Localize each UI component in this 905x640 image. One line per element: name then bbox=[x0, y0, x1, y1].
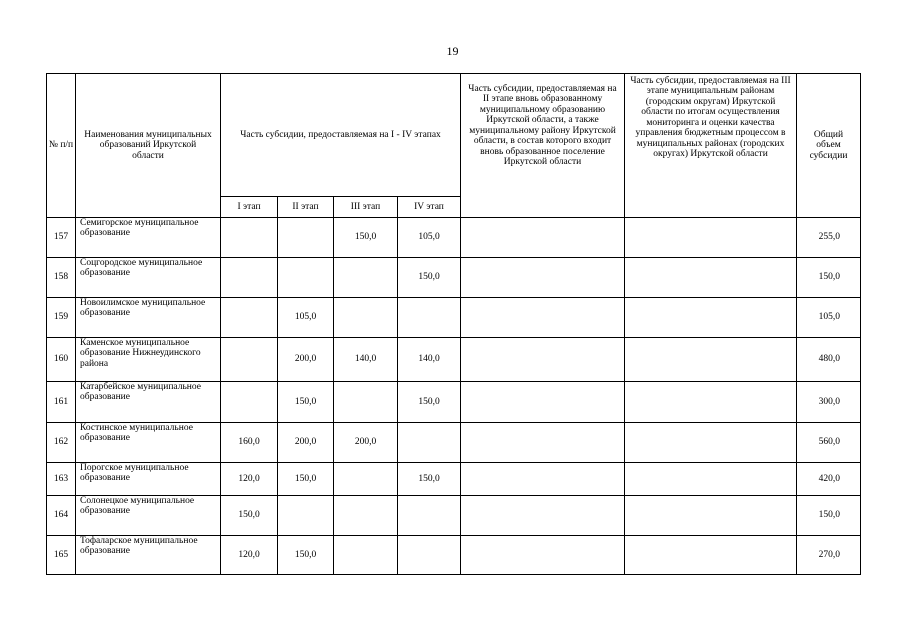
header-stage-3: III этап bbox=[334, 197, 398, 218]
header-stages-group: Часть субсидии, предоставляемая на I - IV этапах bbox=[221, 74, 461, 197]
row-stage-1: 160,0 bbox=[221, 423, 278, 463]
row-stage-4 bbox=[398, 298, 461, 338]
row-stage-iii bbox=[625, 536, 797, 575]
header-num: № п/п bbox=[47, 74, 76, 218]
row-stage-iii bbox=[625, 496, 797, 536]
row-name: Соцгородское муниципальное образование bbox=[76, 258, 221, 298]
row-total: 270,0 bbox=[797, 536, 861, 575]
row-num: 157 bbox=[47, 218, 76, 258]
row-name: Каменское муниципальное образование Нижнеудинского района bbox=[76, 338, 221, 382]
row-stage-4 bbox=[398, 536, 461, 575]
row-stage-3 bbox=[334, 382, 398, 423]
row-stage-ii-new bbox=[461, 496, 625, 536]
header-row bbox=[47, 74, 861, 197]
row-stage-iii bbox=[625, 382, 797, 423]
row-stage-4: 140,0 bbox=[398, 338, 461, 382]
row-stage-3: 200,0 bbox=[334, 423, 398, 463]
row-stage-3 bbox=[334, 463, 398, 496]
row-stage-2: 150,0 bbox=[278, 536, 334, 575]
row-stage-ii-new bbox=[461, 298, 625, 338]
table-row bbox=[47, 338, 861, 382]
row-total: 150,0 bbox=[797, 496, 861, 536]
subsidy-table bbox=[46, 73, 861, 575]
row-stage-iii bbox=[625, 258, 797, 298]
row-name: Тофаларское муниципальное образование bbox=[76, 536, 221, 575]
row-name: Костинское муниципальное образование bbox=[76, 423, 221, 463]
row-num: 164 bbox=[47, 496, 76, 536]
row-total: 105,0 bbox=[797, 298, 861, 338]
row-stage-iii bbox=[625, 338, 797, 382]
row-stage-4 bbox=[398, 496, 461, 536]
row-stage-1: 150,0 bbox=[221, 496, 278, 536]
row-total: 420,0 bbox=[797, 463, 861, 496]
row-stage-1 bbox=[221, 258, 278, 298]
table-row bbox=[47, 536, 861, 575]
row-stage-3 bbox=[334, 536, 398, 575]
header-name: Наименования муниципальных образований Иркутской области bbox=[76, 74, 221, 218]
row-stage-4 bbox=[398, 423, 461, 463]
table-row bbox=[47, 423, 861, 463]
row-name: Солонецкое муниципальное образование bbox=[76, 496, 221, 536]
row-stage-2 bbox=[278, 496, 334, 536]
row-stage-ii-new bbox=[461, 382, 625, 423]
row-num: 162 bbox=[47, 423, 76, 463]
row-stage-1 bbox=[221, 382, 278, 423]
row-stage-4: 105,0 bbox=[398, 218, 461, 258]
table-row bbox=[47, 463, 861, 496]
header-stage-iii: Часть субсидии, предоставляемая на III этапе муниципальным районам (городским округам) Иркутской области по итогам осуществления мониторинга и оценки качества управления бюджетным процессом в муниципальных районах (городских округах) Иркутской области bbox=[625, 74, 797, 218]
row-stage-1 bbox=[221, 298, 278, 338]
row-stage-iii bbox=[625, 298, 797, 338]
row-stage-ii-new bbox=[461, 423, 625, 463]
row-num: 158 bbox=[47, 258, 76, 298]
header-stage-2: II этап bbox=[278, 197, 334, 218]
row-stage-2: 200,0 bbox=[278, 423, 334, 463]
row-total: 300,0 bbox=[797, 382, 861, 423]
row-stage-ii-new bbox=[461, 258, 625, 298]
row-stage-1 bbox=[221, 218, 278, 258]
table-row bbox=[47, 218, 861, 258]
row-stage-2 bbox=[278, 258, 334, 298]
row-stage-4: 150,0 bbox=[398, 463, 461, 496]
row-stage-1: 120,0 bbox=[221, 463, 278, 496]
header-total: Общий объем субсидии bbox=[797, 74, 861, 218]
row-name: Катарбейское муниципальное образование bbox=[76, 382, 221, 423]
row-stage-iii bbox=[625, 218, 797, 258]
row-stage-iii bbox=[625, 423, 797, 463]
row-stage-ii-new bbox=[461, 463, 625, 496]
row-total: 255,0 bbox=[797, 218, 861, 258]
row-num: 161 bbox=[47, 382, 76, 423]
row-name: Семигорское муниципальное образование bbox=[76, 218, 221, 258]
row-total: 560,0 bbox=[797, 423, 861, 463]
table-row bbox=[47, 258, 861, 298]
row-stage-ii-new bbox=[461, 536, 625, 575]
table-row bbox=[47, 382, 861, 423]
row-stage-3 bbox=[334, 298, 398, 338]
row-stage-3: 150,0 bbox=[334, 218, 398, 258]
row-stage-2: 105,0 bbox=[278, 298, 334, 338]
row-stage-1 bbox=[221, 338, 278, 382]
table-row bbox=[47, 298, 861, 338]
row-total: 480,0 bbox=[797, 338, 861, 382]
row-stage-iii bbox=[625, 463, 797, 496]
row-num: 165 bbox=[47, 536, 76, 575]
row-stage-2: 150,0 bbox=[278, 382, 334, 423]
row-stage-2: 150,0 bbox=[278, 463, 334, 496]
row-stage-ii-new bbox=[461, 338, 625, 382]
header-stage-1: I этап bbox=[221, 197, 278, 218]
row-num: 163 bbox=[47, 463, 76, 496]
row-stage-3: 140,0 bbox=[334, 338, 398, 382]
page-number: 19 bbox=[446, 44, 459, 58]
header-stage-ii-new: Часть субсидии, предоставляемая на II этапе вновь образованному муниципальному образованию Иркутской области, а также муниципальному району Иркутской области, в состав которого входит вновь образованное поселение Иркутской области bbox=[461, 74, 625, 218]
row-stage-3 bbox=[334, 258, 398, 298]
row-num: 160 bbox=[47, 338, 76, 382]
row-stage-ii-new bbox=[461, 218, 625, 258]
row-stage-1: 120,0 bbox=[221, 536, 278, 575]
row-stage-4: 150,0 bbox=[398, 258, 461, 298]
row-total: 150,0 bbox=[797, 258, 861, 298]
row-name: Новоилимское муниципальное образование bbox=[76, 298, 221, 338]
row-stage-2: 200,0 bbox=[278, 338, 334, 382]
row-stage-2 bbox=[278, 218, 334, 258]
row-stage-3 bbox=[334, 496, 398, 536]
header-stage-4: IV этап bbox=[398, 197, 461, 218]
row-stage-4: 150,0 bbox=[398, 382, 461, 423]
table-row bbox=[47, 496, 861, 536]
row-num: 159 bbox=[47, 298, 76, 338]
row-name: Порогское муниципальное образование bbox=[76, 463, 221, 496]
